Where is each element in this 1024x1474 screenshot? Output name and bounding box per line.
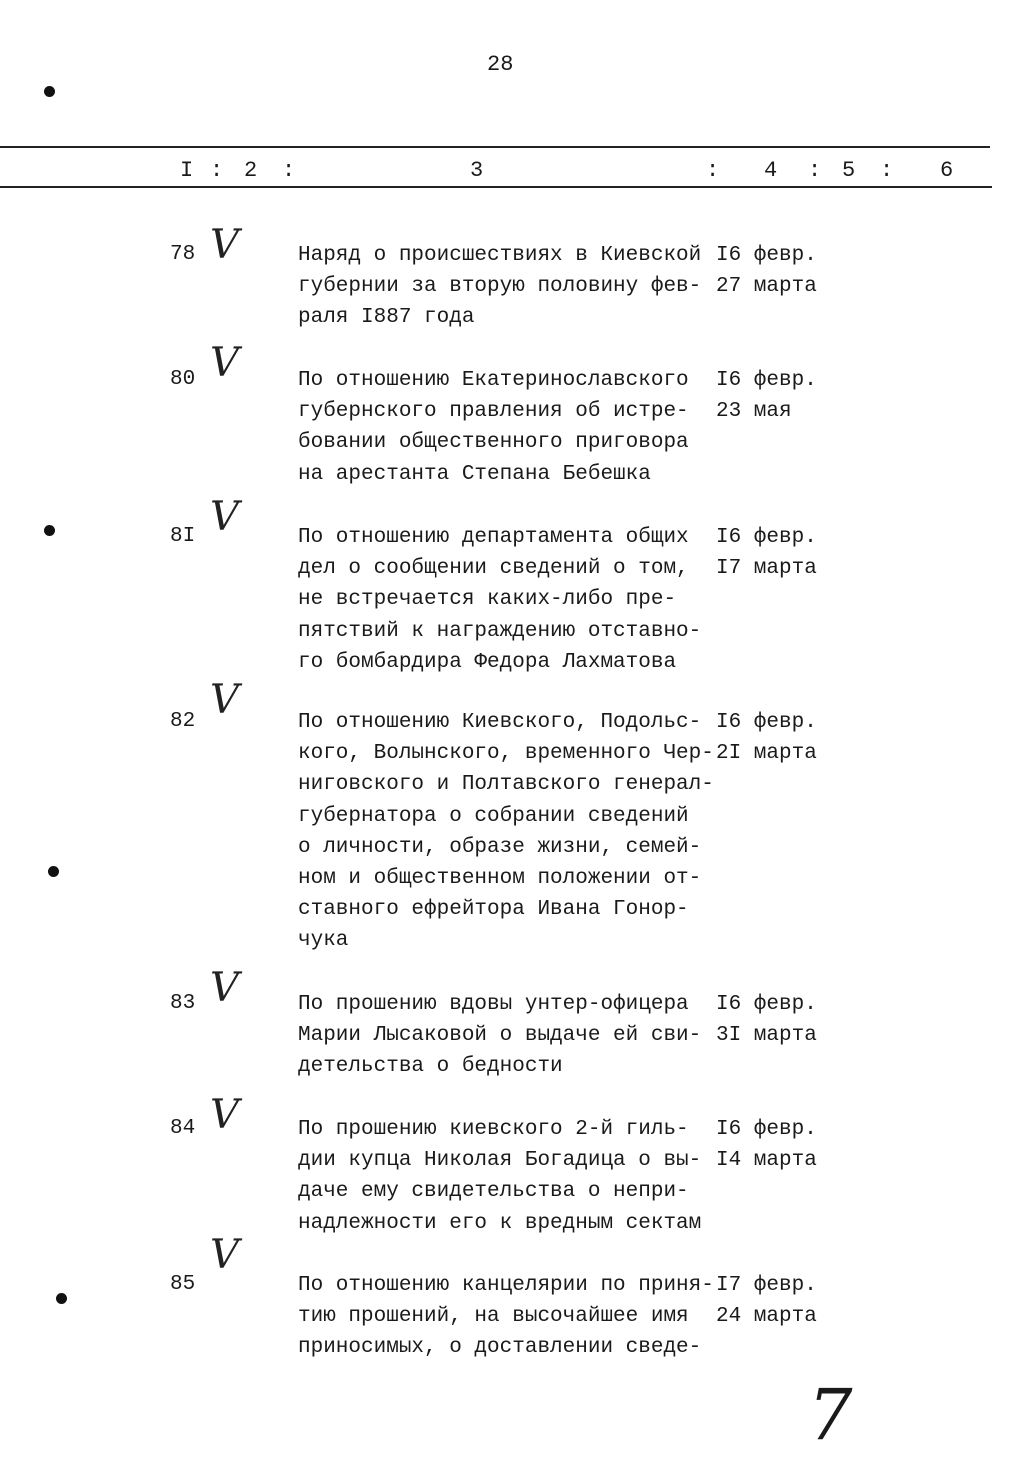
description-line: приносимых, о доставлении сведе- [298,1336,702,1360]
checkmark-icon: V [210,340,239,386]
description-line: не встречается каких-либо пре- [298,588,677,612]
entry-number: 83 [170,992,196,1015]
column-separator: : [706,158,720,183]
column-6-label: 6 [940,158,954,183]
description-line: на арестанта Степана Бебешка [298,462,651,486]
punch-hole-mark [48,866,59,877]
entry-dates [716,240,817,302]
entry-dates [716,1270,817,1332]
description-line: ниговского и Полтавского генерал- [298,773,714,797]
column-5-label: 5 [842,158,856,183]
description-line: ставного ефрейтора Ивана Гонор- [298,898,689,922]
start-date: I6 февр. [716,711,817,734]
description-line: По отношению канцелярии по приня- [298,1274,714,1297]
description-line: По прошению киевского 2-й гиль- [298,1118,689,1141]
entry-description [298,240,701,334]
end-date: 27 марта [716,275,817,299]
column-4-label: 4 [764,158,778,183]
start-date: I6 февр. [716,1118,817,1141]
description-line: ном и общественном положении от- [298,867,702,891]
end-date: I7 марта [716,557,817,581]
column-separator: : [210,158,224,183]
description-line: дии купца Николая Богадица о вы- [298,1149,702,1173]
description-line: По отношению Екатеринославского [298,369,689,392]
description-line: надлежности его к вредным сектам [298,1211,702,1235]
entry-description [298,365,689,490]
checkmark-icon: V [210,965,239,1011]
page-number: 28 [487,52,514,77]
column-2-label: 2 [244,158,258,183]
description-line: губернского правления об истре- [298,400,689,424]
checkmark-icon: V [210,1092,239,1138]
description-line: о личности, образе жизни, семей- [298,835,702,859]
entry-number: 82 [170,710,196,733]
column-separator: : [880,158,894,183]
entry-number: 80 [170,368,196,391]
entry-dates [716,707,817,769]
entry-number: 78 [170,243,196,266]
entry-number: 84 [170,1117,196,1140]
punch-hole-mark [44,525,55,536]
description-line: даче ему свидетельства о непри- [298,1180,689,1204]
description-line: По отношению Киевского, Подольс- [298,711,702,734]
column-1-label: I [180,158,194,183]
description-line: дел о сообщении сведений о том, [298,557,689,581]
entry-number: 85 [170,1273,196,1296]
description-line: Марии Лысаковой о выдаче ей сви- [298,1024,702,1048]
description-line: губернатора о собрании сведений [298,804,689,828]
description-line: бовании общественного приговора [298,431,689,455]
header-bottom-rule [0,186,992,188]
description-line: пятствий к награждению отставно- [298,619,702,643]
punch-hole-mark [44,86,55,97]
handwritten-folio-number: 7 [808,1374,853,1456]
entry-description [298,522,701,678]
description-line: го бомбардира Федора Лахматова [298,650,677,674]
end-date: 3I марта [716,1024,817,1048]
column-separator: : [808,158,822,183]
entry-dates [716,989,817,1051]
description-line: детельства о бедности [298,1055,563,1079]
start-date: I6 февр. [716,369,817,392]
punch-hole-mark [56,1293,67,1304]
checkmark-icon: V [210,1232,239,1278]
description-line: кого, Волынского, временного Чер- [298,742,714,766]
column-separator: : [282,158,296,183]
entry-dates [716,365,817,427]
entry-number: 8I [170,525,196,548]
checkmark-icon: V [210,222,239,268]
description-line: губернии за вторую половину фев- [298,275,702,299]
description-line: По отношению департамента общих [298,526,689,549]
checkmark-icon: V [210,677,239,723]
start-date: I6 февр. [716,526,817,549]
start-date: I6 февр. [716,993,817,1016]
description-line: раля I887 года [298,306,475,330]
checkmark-icon: V [210,494,239,540]
header-top-rule [0,146,990,148]
description-line: чука [298,929,349,953]
entry-description [298,989,701,1083]
column-3-label: 3 [470,158,484,183]
description-line: тию прошений, на высочайшее имя [298,1305,689,1329]
entry-description [298,1270,714,1364]
entry-description [298,1114,701,1239]
start-date: I6 февр. [716,244,817,267]
end-date: 24 марта [716,1305,817,1329]
entry-description [298,707,714,957]
description-line: Наряд о происшествиях в Киевской [298,244,702,267]
end-date: I4 марта [716,1149,817,1173]
description-line: По прошению вдовы унтер-офицера [298,993,689,1016]
entry-dates [716,1114,817,1176]
start-date: I7 февр. [716,1274,817,1297]
end-date: 23 мая [716,400,792,424]
end-date: 2I марта [716,742,817,766]
entry-dates [716,522,817,584]
